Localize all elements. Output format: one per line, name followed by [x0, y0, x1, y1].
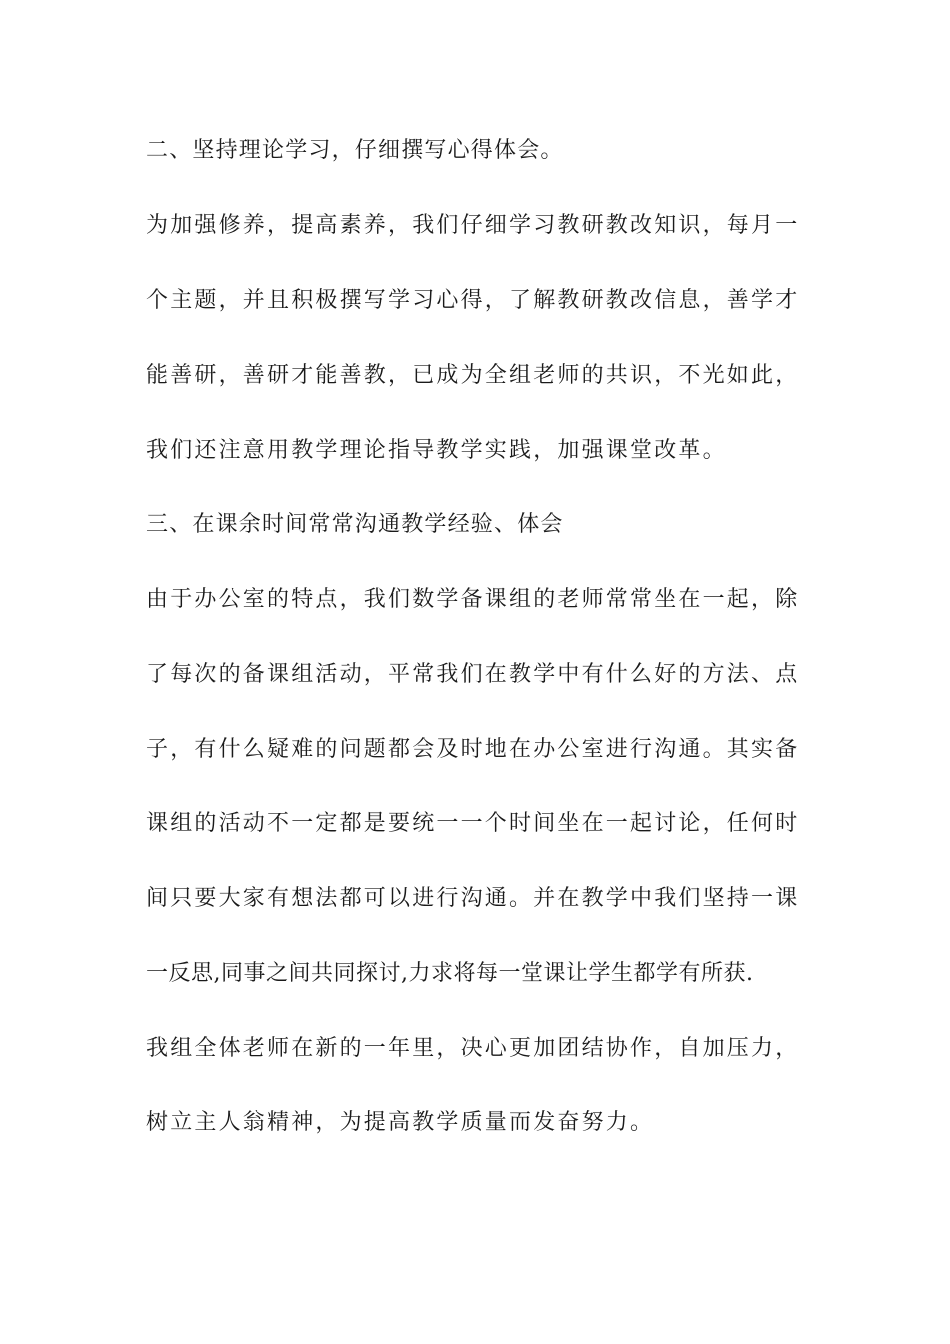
paragraph-line: 我组全体老师在新的一年里，决心更加团结协作，自加压力， [146, 1036, 800, 1061]
paragraph-line: 能善研，善研才能善教，已成为全组老师的共识，不光如此， [146, 363, 800, 388]
section-3-heading: 三、在课余时间常常沟通教学经验、体会 [146, 512, 564, 537]
paragraph-line: 由于办公室的特点，我们数学备课组的老师常常坐在一起，除 [146, 587, 800, 612]
paragraph-line: 课组的活动不一定都是要统一一个时间坐在一起讨论，任何时 [146, 811, 800, 836]
paragraph-line: 间只要大家有想法都可以进行沟通。并在教学中我们坚持一课 [146, 886, 800, 911]
section-2-heading: 二、坚持理论学习，仔细撰写心得体会。 [146, 138, 564, 163]
paragraph-line: 为加强修养，提高素养，我们仔细学习教研教改知识，每月一 [146, 213, 800, 238]
paragraph-line: 了每次的备课组活动，平常我们在教学中有什么好的方法、点 [146, 662, 800, 687]
paragraph-line: 一反思,同事之间共同探讨,力求将每一堂课让学生都学有所获. [146, 961, 754, 986]
paragraph-line: 子，有什么疑难的问题都会及时地在办公室进行沟通。其实备 [146, 737, 800, 762]
paragraph-line: 个主题，并且积极撰写学习心得，了解教研教改信息，善学才 [146, 288, 800, 313]
paragraph-line: 我们还注意用教学理论指导教学实践，加强课堂改革。 [146, 438, 727, 463]
paragraph-line: 树立主人翁精神，为提高教学质量而发奋努力。 [146, 1110, 655, 1135]
